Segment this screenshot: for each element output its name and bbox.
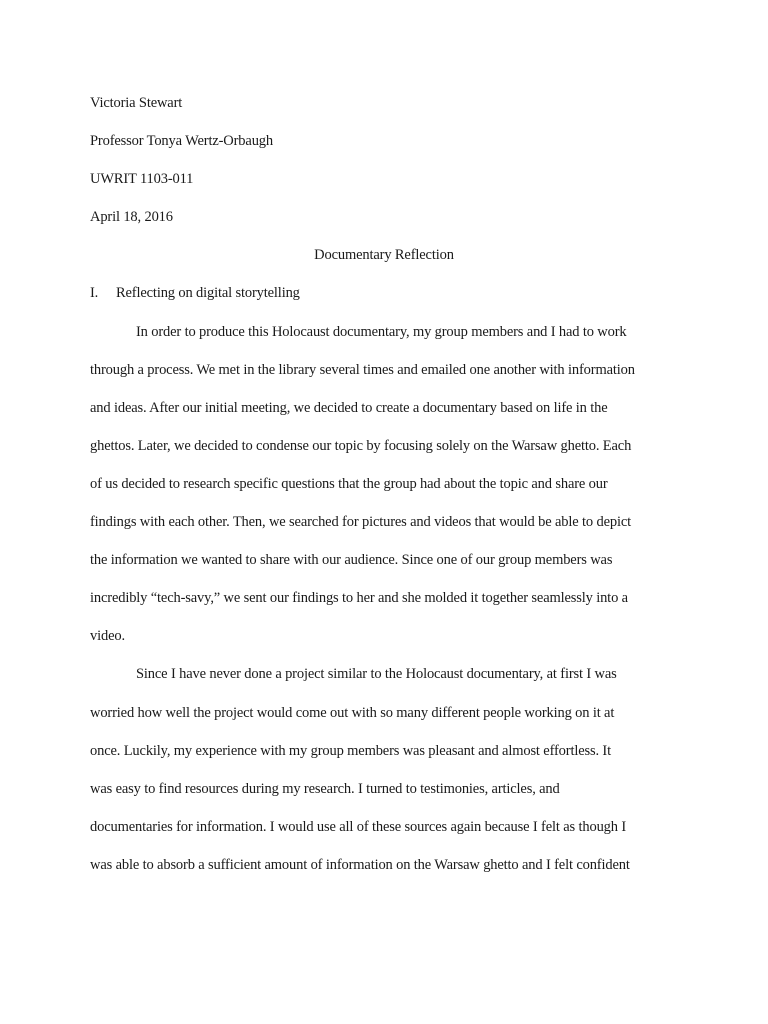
paragraph-line: video. [90,628,125,644]
paragraph-line: once. Luckily, my experience with my group members was pleasant and almost effortless. It [90,743,611,759]
paragraph-line: In order to produce this Holocaust documentary, my group members and I had to work [136,324,627,340]
paragraph-line: through a process. We met in the library several times and emailed one another with information [90,362,635,378]
document-date: April 18, 2016 [90,209,173,225]
paragraph-line: was able to absorb a sufficient amount of information on the Warsaw ghetto and I felt confident [90,857,630,873]
section-number: I. [90,285,99,301]
paragraph-line: Since I have never done a project similar to the Holocaust documentary, at first I was [136,666,617,682]
professor-name: Professor Tonya Wertz-Orbaugh [90,133,273,149]
paragraph-line: worried how well the project would come out with so many different people working on it at [90,705,615,721]
paragraph-line: was easy to find resources during my research. I turned to testimonies, articles, and [90,781,560,797]
paragraph-line: incredibly “tech-savy,” we sent our findings to her and she molded it together seamlessly into a [90,590,628,606]
course-code: UWRIT 1103-011 [90,171,194,187]
section-heading-text: Reflecting on digital storytelling [116,285,300,301]
paragraph-line: ghettos. Later, we decided to condense our topic by focusing solely on the Warsaw ghetto. Each [90,438,632,454]
paragraph-line: findings with each other. Then, we searched for pictures and videos that would be able to depict [90,514,631,530]
paragraph-line: of us decided to research specific questions that the group had about the topic and share our [90,476,608,492]
document-title: Documentary Reflection [314,247,454,263]
author-name: Victoria Stewart [90,95,183,111]
paragraph-line: and ideas. After our initial meeting, we decided to create a documentary based on life in the [90,400,608,416]
paragraph-line: documentaries for information. I would use all of these sources again because I felt as though I [90,819,627,835]
paragraph-line: the information we wanted to share with our audience. Since one of our group members was [90,552,613,568]
